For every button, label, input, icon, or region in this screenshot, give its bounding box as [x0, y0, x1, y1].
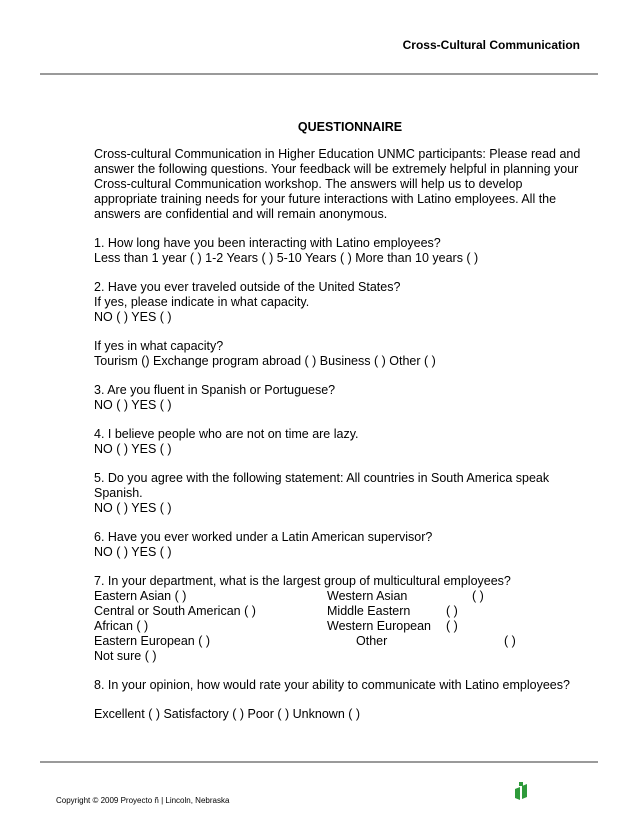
- option-western-european: Western European: [327, 619, 431, 633]
- question-6-options: NO ( ) YES ( ): [94, 545, 172, 559]
- option-other-mark: ( ): [504, 634, 516, 648]
- question-5-text: 5. Do you agree with the following statement: All countries in South America speak Spanish.: [94, 471, 550, 500]
- footer-divider: [40, 761, 598, 763]
- question-5-options: NO ( ) YES ( ): [94, 501, 172, 515]
- question-2b-options: Tourism () Exchange program abroad ( ) Business ( ) Other ( ): [94, 354, 436, 368]
- option-middle-eastern-mark: ( ): [446, 604, 458, 618]
- question-7: [94, 574, 589, 664]
- question-3-options: NO ( ) YES ( ): [94, 398, 172, 412]
- question-2-subtext: If yes, please indicate in what capacity.: [94, 295, 310, 309]
- footer-copyright: Copyright © 2009 Proyecto ñ | Lincoln, Nebraska: [56, 796, 230, 805]
- question-7-options-grid: [94, 589, 589, 649]
- question-6: [94, 530, 589, 560]
- question-3: [94, 383, 589, 413]
- option-western-european-mark: ( ): [446, 619, 458, 633]
- question-4-text: 4. I believe people who are not on time are lazy.: [94, 427, 359, 441]
- question-4: [94, 427, 589, 457]
- question-1-text: 1. How long have you been interacting with Latino employees?: [94, 236, 441, 250]
- document-title: QUESTIONNAIRE: [297, 120, 403, 134]
- question-3-text: 3. Are you fluent in Spanish or Portuguese?: [94, 383, 336, 397]
- question-8-answers: [94, 707, 589, 722]
- option-eastern-asian: Eastern Asian ( ): [94, 589, 187, 603]
- option-middle-eastern: Middle Eastern: [327, 604, 411, 618]
- intro-paragraph: Cross-cultural Communication in Higher Education UNMC participants: Please read and answer the following questions. Your feedback will be extremely helpful in planning your Cross-cultural Communication workshop. The answers will help us to develop appropriate training needs for your future interactions with Latino employees. All the answers are confidential and will remain anonymous.: [94, 147, 581, 221]
- option-western-asian-mark: ( ): [472, 589, 484, 603]
- option-central-south-american: Central or South American ( ): [94, 604, 256, 618]
- option-western-asian: Western Asian: [327, 589, 408, 603]
- green-leaf-logo-icon: [514, 782, 528, 800]
- header-divider: [40, 73, 598, 75]
- question-8-options: Excellent ( ) Satisfactory ( ) Poor ( ) Unknown ( ): [94, 707, 361, 721]
- header-title: Cross-Cultural Communication: [402, 38, 580, 52]
- question-8-text: 8. In your opinion, how would rate your ability to communicate with Latino employees?: [94, 678, 570, 692]
- option-eastern-european: Eastern European ( ): [94, 634, 211, 648]
- question-1: [94, 236, 589, 266]
- question-2b-text: If yes in what capacity?: [94, 339, 224, 353]
- question-2-text: 2. Have you ever traveled outside of the United States?: [94, 280, 401, 294]
- question-2-options: NO ( ) YES ( ): [94, 310, 172, 324]
- option-not-sure: Not sure ( ): [94, 649, 157, 663]
- question-6-text: 6. Have you ever worked under a Latin American supervisor?: [94, 530, 433, 544]
- question-2b: [94, 339, 589, 369]
- option-other: Other: [356, 634, 388, 648]
- question-8: [94, 678, 589, 693]
- question-7-text: 7. In your department, what is the largest group of multicultural employees?: [94, 574, 511, 588]
- question-2: [94, 280, 589, 325]
- question-1-options: Less than 1 year ( ) 1-2 Years ( ) 5-10 Years ( ) More than 10 years ( ): [94, 251, 479, 265]
- option-african: African ( ): [94, 619, 149, 633]
- question-4-options: NO ( ) YES ( ): [94, 442, 172, 456]
- question-5: [94, 471, 589, 516]
- questionnaire-body: [94, 147, 589, 736]
